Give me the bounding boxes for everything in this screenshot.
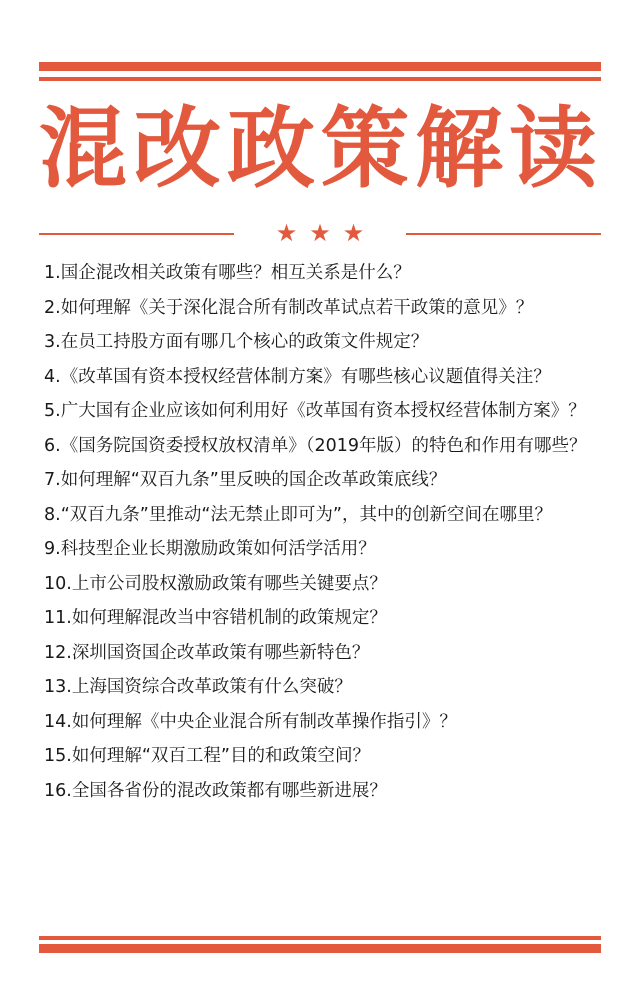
question-item: 14.如何理解《中央企业混合所有制改革操作指引》？ (44, 711, 457, 732)
question-item: 15.如何理解“双百工程”目的和政策空间？ (44, 746, 370, 766)
question-item: 4.《改革国有资本授权经营体制方案》有哪些核心议题值得关注？ (44, 366, 551, 387)
question-item: 1.国企混改相关政策有哪些？相互关系是什么？ (44, 263, 411, 283)
bottom-border-thin (39, 936, 601, 940)
question-item: 12.深圳国资国企改革政策有哪些新特色？ (44, 642, 370, 663)
question-item: 16.全国各省份的混改政策都有哪些新进展？ (44, 780, 387, 801)
top-border-thin (39, 77, 601, 81)
question-item: 11.如何理解混改当中容错机制的政策规定？ (44, 608, 387, 628)
question-item: 10.上市公司股权激励政策有哪些关键要点？ (44, 573, 387, 594)
page-title: 混改政策解读 (39, 97, 604, 200)
question-item: 2.如何理解《关于深化混合所有制改革试点若干政策的意见》？ (44, 297, 534, 318)
question-item: 6.《国务院国资委授权放权清单》（2019年版）的特色和作用有哪些？ (44, 435, 587, 456)
question-item: 3.在员工持股方面有哪几个核心的政策文件规定？ (44, 332, 429, 352)
star-icons: ★★★ (275, 219, 377, 247)
top-border-thick (39, 62, 601, 71)
question-list (44, 256, 616, 808)
title-divider (39, 219, 601, 247)
question-item: 8.“双百九条”里推动“法无禁止即可为”，其中的创新空间在哪里？ (44, 504, 552, 525)
question-item: 9.科技型企业长期激励政策如何活学活用？ (44, 539, 376, 559)
divider-line-right (406, 233, 601, 235)
question-item: 5.广大国有企业应该如何利用好《改革国有资本授权经营体制方案》？ (44, 401, 586, 421)
question-item: 7.如何理解“双百九条”里反映的国企改革政策底线？ (44, 470, 447, 490)
bottom-border-thick (39, 944, 601, 953)
question-item: 13.上海国资综合改革政策有什么突破？ (44, 677, 352, 697)
